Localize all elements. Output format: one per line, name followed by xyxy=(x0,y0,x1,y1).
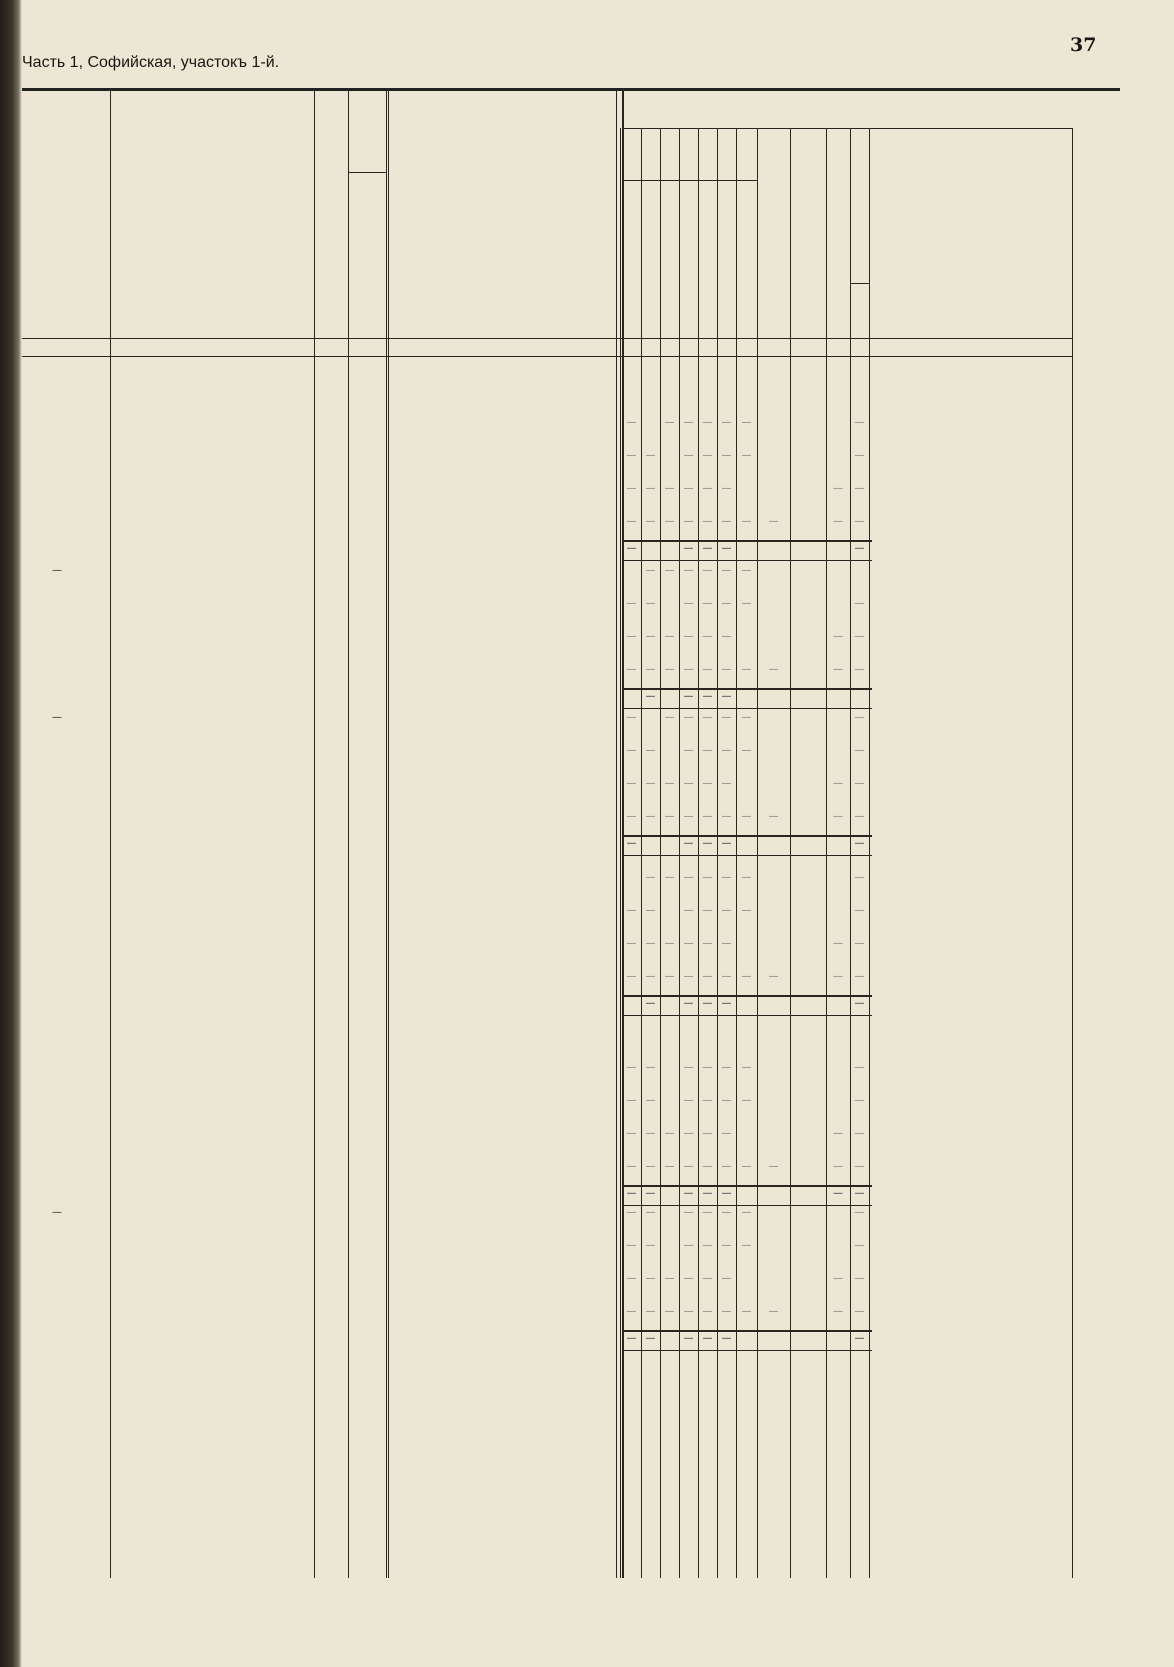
cell-3-0-c13: — xyxy=(741,872,752,883)
subtotal-4-c10: — xyxy=(683,1188,694,1199)
cell-1-3-c7: — xyxy=(626,664,637,675)
header-rule-bottom xyxy=(22,338,1072,339)
subtotal-0-c11: — xyxy=(702,543,713,554)
street-ditto-1: — xyxy=(52,565,62,576)
cell-2-3-c10: — xyxy=(683,811,694,822)
cell-4-2-c8: — xyxy=(645,1128,656,1139)
cell-4-1-c7: — xyxy=(626,1095,637,1106)
cell-3-2-c8: — xyxy=(645,938,656,949)
cell-0-3-c11: — xyxy=(702,516,713,527)
column-rule xyxy=(869,128,870,1578)
group-rule xyxy=(679,128,680,180)
cell-1-3-c16: — xyxy=(833,664,843,675)
cell-5-3-c8: — xyxy=(645,1306,656,1317)
column-rule xyxy=(736,128,737,1578)
subtotal-2-c12: — xyxy=(721,838,732,849)
cell-1-1-c13: — xyxy=(741,598,752,609)
street-ditto-5: — xyxy=(52,1207,62,1218)
cell-0-3-c12: — xyxy=(721,516,732,527)
column-rule xyxy=(620,128,621,1578)
subtotal-4-c7: — xyxy=(626,1188,637,1199)
column-rule xyxy=(1072,128,1073,1578)
subtotal-rule-1 xyxy=(622,688,872,690)
subtotal-1-c8: — xyxy=(645,691,656,702)
cell-1-2-c10: — xyxy=(683,631,694,642)
cell-0-0-c10: — xyxy=(683,417,694,428)
cell-2-3-c12: — xyxy=(721,811,732,822)
cell-3-3-c14: — xyxy=(768,971,779,982)
cell-4-0-c11: — xyxy=(702,1062,713,1073)
cell-5-2-c9: — xyxy=(664,1273,675,1284)
cell-4-3-c8: — xyxy=(645,1161,656,1172)
cell-4-2-c7: — xyxy=(626,1128,637,1139)
header-rule-occupied xyxy=(826,128,1072,129)
subtotal-underline-3 xyxy=(622,1015,872,1016)
column-rule xyxy=(679,128,680,1578)
cell-3-2-c7: — xyxy=(626,938,637,949)
cell-4-1-c10: — xyxy=(683,1095,694,1106)
cell-2-1-c11: — xyxy=(702,745,713,756)
cell-3-3-c17: — xyxy=(854,971,865,982)
cell-1-0-c13: — xyxy=(741,565,752,576)
cell-4-3-c10: — xyxy=(683,1161,694,1172)
cell-2-3-c9: — xyxy=(664,811,675,822)
column-rule-double xyxy=(622,88,624,1578)
cell-5-0-c7: — xyxy=(626,1207,637,1218)
cell-2-0-c7: — xyxy=(626,712,637,723)
cell-0-2-c12: — xyxy=(721,483,732,494)
cell-3-1-c8: — xyxy=(645,905,656,916)
cell-0-1-c13: — xyxy=(741,450,752,461)
cell-2-2-c12: — xyxy=(721,778,732,789)
cell-0-3-c13: — xyxy=(741,516,752,527)
cell-4-0-c7: — xyxy=(626,1062,637,1073)
cell-4-3-c17: — xyxy=(854,1161,865,1172)
cell-2-2-c9: — xyxy=(664,778,675,789)
cell-3-3-c9: — xyxy=(664,971,675,982)
cell-5-0-c17: — xyxy=(854,1207,865,1218)
cell-4-1-c13: — xyxy=(741,1095,752,1106)
cell-4-3-c9: — xyxy=(664,1161,675,1172)
cell-4-2-c11: — xyxy=(702,1128,713,1139)
cell-2-2-c10: — xyxy=(683,778,694,789)
cell-5-2-c11: — xyxy=(702,1273,713,1284)
cell-2-2-c17: — xyxy=(854,778,865,789)
subtotal-5-c7: — xyxy=(626,1333,637,1344)
cell-4-3-c12: — xyxy=(721,1161,732,1172)
cell-5-3-c17: — xyxy=(854,1306,865,1317)
subtotal-1-c12: — xyxy=(721,691,732,702)
group-rule xyxy=(717,128,718,180)
cell-4-3-c16: — xyxy=(833,1161,843,1172)
cell-3-2-c17: — xyxy=(854,938,865,949)
cell-0-0-c7: — xyxy=(626,417,637,428)
cell-1-2-c7: — xyxy=(626,631,637,642)
subtotal-4-c17: — xyxy=(854,1188,865,1199)
column-rule xyxy=(386,88,387,1578)
cell-5-2-c7: — xyxy=(626,1273,637,1284)
cell-5-2-c16: — xyxy=(833,1273,843,1284)
subtotal-3-c12: — xyxy=(721,998,732,1009)
cell-1-3-c10: — xyxy=(683,664,694,675)
cell-4-1-c17: — xyxy=(854,1095,865,1106)
cell-0-2-c16: — xyxy=(833,483,843,494)
cell-5-2-c10: — xyxy=(683,1273,694,1284)
cell-4-3-c11: — xyxy=(702,1161,713,1172)
subtotal-5-c12: — xyxy=(721,1333,732,1344)
column-rule xyxy=(314,88,315,1578)
cell-5-3-c12: — xyxy=(721,1306,732,1317)
cell-4-2-c16: — xyxy=(833,1128,843,1139)
cell-1-2-c12: — xyxy=(721,631,732,642)
cell-2-0-c12: — xyxy=(721,712,732,723)
cell-2-1-c7: — xyxy=(626,745,637,756)
cell-5-3-c11: — xyxy=(702,1306,713,1317)
cell-2-2-c16: — xyxy=(833,778,843,789)
column-rule xyxy=(717,128,718,1578)
cell-3-0-c8: — xyxy=(645,872,656,883)
subtotal-5-c17: — xyxy=(854,1333,865,1344)
column-rule xyxy=(616,88,617,1578)
column-rule xyxy=(110,88,111,1578)
cell-2-0-c13: — xyxy=(741,712,752,723)
cell-5-1-c7: — xyxy=(626,1240,637,1251)
cell-0-1-c17: — xyxy=(854,450,865,461)
cell-0-1-c7: — xyxy=(626,450,637,461)
cell-1-1-c8: — xyxy=(645,598,656,609)
subtotal-5-c11: — xyxy=(702,1333,713,1344)
cell-3-3-c7: — xyxy=(626,971,637,982)
subtotal-3-c17: — xyxy=(854,998,865,1009)
cell-3-1-c10: — xyxy=(683,905,694,916)
cell-1-3-c13: — xyxy=(741,664,752,675)
cell-1-2-c8: — xyxy=(645,631,656,642)
subtotal-2-c17: — xyxy=(854,838,865,849)
cell-5-3-c9: — xyxy=(664,1306,675,1317)
cell-5-3-c7: — xyxy=(626,1306,637,1317)
cell-2-3-c7: — xyxy=(626,811,637,822)
cell-5-3-c14: — xyxy=(768,1306,779,1317)
cell-3-1-c13: — xyxy=(741,905,752,916)
cell-0-3-c17: — xyxy=(854,516,865,527)
cell-3-2-c9: — xyxy=(664,938,675,949)
column-rule xyxy=(348,88,349,1578)
subtotal-2-c7: — xyxy=(626,838,637,849)
cell-0-2-c17: — xyxy=(854,483,865,494)
cell-3-1-c12: — xyxy=(721,905,732,916)
cell-1-3-c11: — xyxy=(702,664,713,675)
column-rule xyxy=(757,128,758,1578)
cell-5-1-c11: — xyxy=(702,1240,713,1251)
subtotal-1-c10: — xyxy=(683,691,694,702)
subtotal-4-c12: — xyxy=(721,1188,732,1199)
cell-0-2-c10: — xyxy=(683,483,694,494)
subtotal-1-c11: — xyxy=(702,691,713,702)
cell-4-2-c17: — xyxy=(854,1128,865,1139)
cell-5-1-c17: — xyxy=(854,1240,865,1251)
cell-3-0-c12: — xyxy=(721,872,732,883)
cell-1-3-c9: — xyxy=(664,664,675,675)
page-header-left: Часть 1, Софийская, участокъ 1-й. xyxy=(22,54,280,71)
cell-5-0-c13: — xyxy=(741,1207,752,1218)
cell-3-3-c10: — xyxy=(683,971,694,982)
cell-4-2-c10: — xyxy=(683,1128,694,1139)
cell-0-1-c10: — xyxy=(683,450,694,461)
cell-3-3-c16: — xyxy=(833,971,843,982)
column-rule xyxy=(641,128,642,1578)
subtotal-rule-0 xyxy=(622,540,872,542)
cell-1-1-c12: — xyxy=(721,598,732,609)
cell-2-0-c9: — xyxy=(664,712,675,723)
cell-3-3-c11: — xyxy=(702,971,713,982)
cell-2-1-c8: — xyxy=(645,745,656,756)
cell-5-2-c17: — xyxy=(854,1273,865,1284)
subtotal-3-c10: — xyxy=(683,998,694,1009)
cell-4-3-c14: — xyxy=(768,1161,779,1172)
cell-3-2-c11: — xyxy=(702,938,713,949)
cell-3-3-c13: — xyxy=(741,971,752,982)
column-rule xyxy=(388,88,389,1578)
cell-2-2-c11: — xyxy=(702,778,713,789)
cell-2-0-c17: — xyxy=(854,712,865,723)
cell-0-0-c9: — xyxy=(664,417,675,428)
cell-1-3-c8: — xyxy=(645,664,656,675)
cell-2-3-c11: — xyxy=(702,811,713,822)
cell-1-0-c12: — xyxy=(721,565,732,576)
cell-2-1-c17: — xyxy=(854,745,865,756)
cell-5-3-c10: — xyxy=(683,1306,694,1317)
cell-1-1-c10: — xyxy=(683,598,694,609)
subtotal-2-c10: — xyxy=(683,838,694,849)
cell-0-0-c13: — xyxy=(741,417,752,428)
page-number: 37 xyxy=(1070,34,1097,56)
cell-2-1-c10: — xyxy=(683,745,694,756)
subtotal-rule-3 xyxy=(622,995,872,997)
cell-1-3-c14: — xyxy=(768,664,779,675)
cell-5-1-c8: — xyxy=(645,1240,656,1251)
cell-0-3-c16: — xyxy=(833,516,843,527)
cell-1-2-c9: — xyxy=(664,631,675,642)
cell-0-3-c8: — xyxy=(645,516,656,527)
cell-2-1-c13: — xyxy=(741,745,752,756)
cell-3-0-c17: — xyxy=(854,872,865,883)
cell-4-0-c17: — xyxy=(854,1062,865,1073)
cell-3-1-c7: — xyxy=(626,905,637,916)
subtotal-3-c8: — xyxy=(645,998,656,1009)
cell-4-0-c12: — xyxy=(721,1062,732,1073)
header-rule-buildings xyxy=(622,128,826,129)
cell-2-2-c7: — xyxy=(626,778,637,789)
subtotal-underline-0 xyxy=(622,560,872,561)
cell-1-0-c8: — xyxy=(645,565,656,576)
header-rule-groups xyxy=(622,180,757,181)
cell-5-1-c10: — xyxy=(683,1240,694,1251)
cell-5-0-c11: — xyxy=(702,1207,713,1218)
cell-4-0-c13: — xyxy=(741,1062,752,1073)
cell-3-0-c10: — xyxy=(683,872,694,883)
cell-0-2-c9: — xyxy=(664,483,675,494)
cell-4-1-c11: — xyxy=(702,1095,713,1106)
subtotal-2-c11: — xyxy=(702,838,713,849)
cell-0-2-c8: — xyxy=(645,483,656,494)
column-rule xyxy=(850,128,851,1578)
cell-0-3-c9: — xyxy=(664,516,675,527)
subtotal-0-c17: — xyxy=(854,543,865,554)
cell-2-2-c8: — xyxy=(645,778,656,789)
header-rule-land xyxy=(348,172,386,173)
cell-1-2-c17: — xyxy=(854,631,865,642)
street-ditto-2: — xyxy=(52,712,62,723)
subtotal-4-c8: — xyxy=(645,1188,656,1199)
column-rule xyxy=(660,128,661,1578)
cell-0-3-c10: — xyxy=(683,516,694,527)
cell-3-1-c11: — xyxy=(702,905,713,916)
cell-0-1-c11: — xyxy=(702,450,713,461)
cell-1-0-c10: — xyxy=(683,565,694,576)
cell-0-1-c12: — xyxy=(721,450,732,461)
subtotal-underline-1 xyxy=(622,708,872,709)
column-rule xyxy=(790,128,791,1578)
cell-5-0-c8: — xyxy=(645,1207,656,1218)
subtotal-rule-4 xyxy=(622,1185,872,1187)
cell-2-0-c11: — xyxy=(702,712,713,723)
cell-3-2-c12: — xyxy=(721,938,732,949)
subtotal-5-c8: — xyxy=(645,1333,656,1344)
subtotal-underline-2 xyxy=(622,855,872,856)
register-table xyxy=(22,88,1120,1588)
cell-1-1-c17: — xyxy=(854,598,865,609)
cell-3-3-c12: — xyxy=(721,971,732,982)
cell-3-0-c11: — xyxy=(702,872,713,883)
cell-5-1-c12: — xyxy=(721,1240,732,1251)
cell-2-3-c13: — xyxy=(741,811,752,822)
cell-2-1-c12: — xyxy=(721,745,732,756)
cell-0-3-c14: — xyxy=(768,516,779,527)
cell-4-1-c8: — xyxy=(645,1095,656,1106)
cell-3-2-c10: — xyxy=(683,938,694,949)
cell-5-0-c12: — xyxy=(721,1207,732,1218)
cell-0-0-c17: — xyxy=(854,417,865,428)
cell-0-2-c7: — xyxy=(626,483,637,494)
header-rule-count xyxy=(850,283,869,284)
column-rule xyxy=(826,128,827,1578)
cell-1-3-c17: — xyxy=(854,664,865,675)
cell-1-2-c16: — xyxy=(833,631,843,642)
book-spine-edge xyxy=(0,0,22,1667)
cell-3-2-c16: — xyxy=(833,938,843,949)
subtotal-rule-5 xyxy=(622,1330,872,1332)
cell-4-3-c7: — xyxy=(626,1161,637,1172)
cell-2-3-c8: — xyxy=(645,811,656,822)
cell-2-3-c17: — xyxy=(854,811,865,822)
cell-3-3-c8: — xyxy=(645,971,656,982)
cell-5-2-c12: — xyxy=(721,1273,732,1284)
number-row-rule xyxy=(22,356,1072,357)
cell-0-2-c11: — xyxy=(702,483,713,494)
cell-4-3-c13: — xyxy=(741,1161,752,1172)
subtotal-4-c11: — xyxy=(702,1188,713,1199)
subtotal-0-c10: — xyxy=(683,543,694,554)
cell-4-0-c8: — xyxy=(645,1062,656,1073)
cell-1-0-c11: — xyxy=(702,565,713,576)
subtotal-underline-5 xyxy=(622,1350,872,1351)
cell-1-0-c9: — xyxy=(664,565,675,576)
cell-3-1-c17: — xyxy=(854,905,865,916)
subtotal-0-c7: — xyxy=(626,543,637,554)
cell-5-0-c10: — xyxy=(683,1207,694,1218)
cell-5-3-c13: — xyxy=(741,1306,752,1317)
cell-2-3-c16: — xyxy=(833,811,843,822)
cell-5-3-c16: — xyxy=(833,1306,843,1317)
subtotal-4-c16: — xyxy=(833,1188,843,1199)
cell-1-1-c7: — xyxy=(626,598,637,609)
cell-1-1-c11: — xyxy=(702,598,713,609)
column-rule xyxy=(698,128,699,1578)
cell-4-2-c12: — xyxy=(721,1128,732,1139)
cell-0-1-c8: — xyxy=(645,450,656,461)
cell-5-2-c8: — xyxy=(645,1273,656,1284)
cell-0-3-c7: — xyxy=(626,516,637,527)
cell-5-1-c13: — xyxy=(741,1240,752,1251)
subtotal-0-c12: — xyxy=(721,543,732,554)
subtotal-rule-2 xyxy=(622,835,872,837)
cell-2-0-c10: — xyxy=(683,712,694,723)
cell-3-0-c9: — xyxy=(664,872,675,883)
cell-0-0-c11: — xyxy=(702,417,713,428)
subtotal-5-c10: — xyxy=(683,1333,694,1344)
cell-2-3-c14: — xyxy=(768,811,779,822)
cell-4-2-c9: — xyxy=(664,1128,675,1139)
table-top-rule xyxy=(22,88,1120,91)
cell-0-0-c12: — xyxy=(721,417,732,428)
cell-1-3-c12: — xyxy=(721,664,732,675)
subtotal-underline-4 xyxy=(622,1205,872,1206)
cell-1-2-c11: — xyxy=(702,631,713,642)
cell-4-1-c12: — xyxy=(721,1095,732,1106)
subtotal-3-c11: — xyxy=(702,998,713,1009)
cell-4-0-c10: — xyxy=(683,1062,694,1073)
